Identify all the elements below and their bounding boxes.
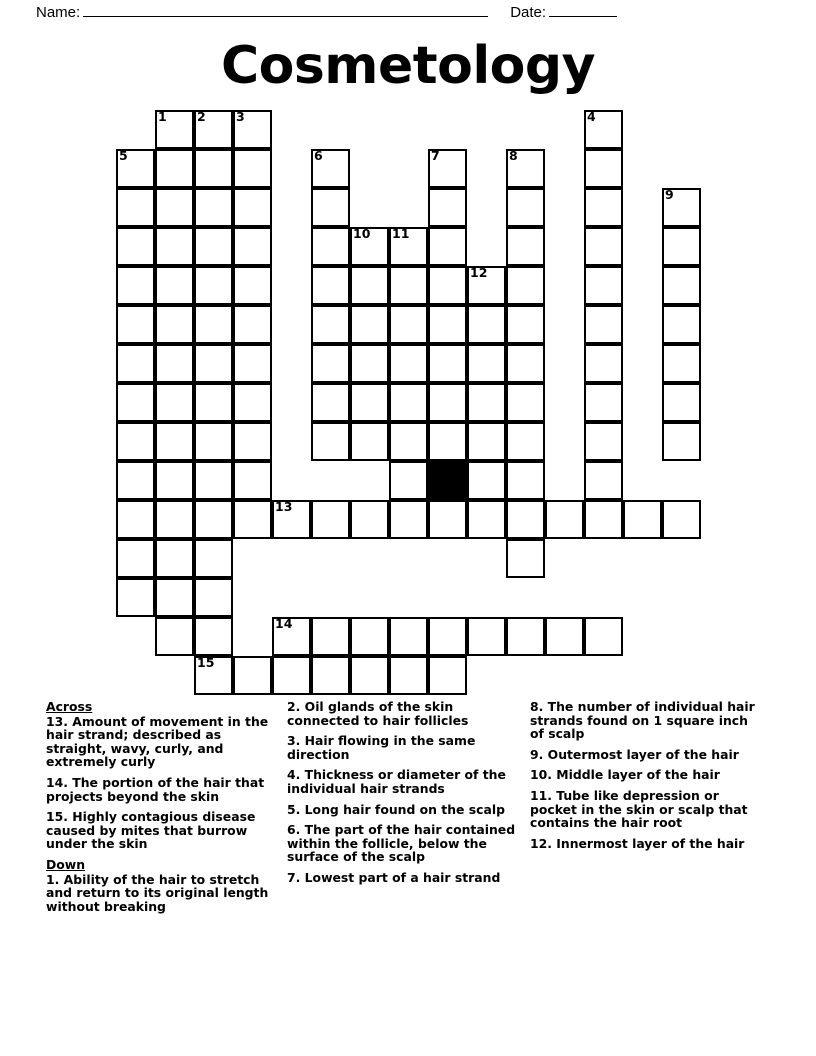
clue-text: Lowest part of a hair strand [304,869,501,885]
grid-cell[interactable] [155,461,194,500]
grid-cell[interactable] [116,188,155,227]
grid-cell[interactable] [116,383,155,422]
clue-text: Innermost layer of the hair [556,835,745,851]
clue-number: 5. [287,801,305,817]
grid-cell[interactable] [233,383,272,422]
grid-cell[interactable] [584,344,623,383]
grid-cell[interactable] [233,422,272,461]
grid-cell[interactable] [233,188,272,227]
grid-cell[interactable] [350,227,389,266]
grid-cell[interactable] [116,578,155,617]
across-heading: Across [46,699,93,714]
grid-cell[interactable] [194,656,233,695]
grid-cell[interactable] [155,149,194,188]
grid-cell[interactable] [428,656,467,695]
grid-cell[interactable] [467,383,506,422]
grid-cell[interactable] [116,539,155,578]
grid-cell[interactable] [584,110,623,149]
clue-number: 13. [46,713,73,729]
grid-cell-number: 2 [197,109,206,124]
clue-item [287,871,520,885]
clue-number: 6. [287,822,305,838]
grid-cell[interactable] [428,344,467,383]
clue-item [287,734,520,761]
grid-cell[interactable] [350,422,389,461]
grid-cell[interactable] [662,422,701,461]
clue-column-1 [46,700,287,950]
clue-item [287,803,520,817]
grid-cell[interactable] [155,500,194,539]
grid-cell[interactable] [233,461,272,500]
grid-cell-number: 13 [275,499,293,514]
grid-cell[interactable] [662,266,701,305]
date-label: Date: [510,4,547,21]
grid-cell[interactable] [545,500,584,539]
grid-cell[interactable] [428,188,467,227]
grid-cell[interactable] [506,383,545,422]
grid-cell[interactable] [116,461,155,500]
grid-cell[interactable] [506,422,545,461]
grid-cell[interactable] [194,227,233,266]
grid-cell[interactable] [584,422,623,461]
clue-number: 7. [287,869,305,885]
grid-cell[interactable] [116,344,155,383]
grid-cell[interactable] [233,656,272,695]
grid-cell[interactable] [272,500,311,539]
grid-cell[interactable] [467,461,506,500]
clue-text: Highly contagious disease caused by mites that burrow under the skin [46,809,256,852]
page-title: Cosmetology [220,36,596,96]
grid-cell[interactable] [584,461,623,500]
grid-cell[interactable] [662,344,701,383]
grid-cell-number: 1 [158,109,167,124]
clue-item [530,748,760,762]
grid-cell[interactable] [428,149,467,188]
grid-cell[interactable] [233,227,272,266]
clue-item [530,768,760,782]
grid-cell[interactable] [662,500,701,539]
grid-cell[interactable] [350,266,389,305]
grid-cell[interactable] [545,617,584,656]
clue-text: The portion of the hair that projects beyond the skin [46,774,265,804]
grid-cell[interactable] [467,344,506,383]
grid-cell[interactable] [389,266,428,305]
grid-cell[interactable] [311,617,350,656]
grid-cell[interactable] [506,149,545,188]
grid-cell[interactable] [194,188,233,227]
grid-cell[interactable] [506,500,545,539]
grid-cell[interactable] [467,266,506,305]
grid-cell[interactable] [467,617,506,656]
grid-cell[interactable] [155,188,194,227]
grid-cell[interactable] [662,305,701,344]
grid-cell[interactable] [233,344,272,383]
grid-cell[interactable] [194,344,233,383]
clue-text: Outermost layer of the hair [547,746,739,762]
grid-cell[interactable] [194,422,233,461]
grid-cell[interactable] [506,617,545,656]
grid-cell[interactable] [428,500,467,539]
clue-text: The number of individual hair strands found on 1 square inch of scalp [530,699,755,742]
grid-cell[interactable] [272,617,311,656]
grid-cell[interactable] [155,305,194,344]
grid-cell[interactable] [155,383,194,422]
grid-cell[interactable] [311,149,350,188]
grid-cell[interactable] [194,266,233,305]
grid-cell-number: 6 [314,148,323,163]
grid-cell-number: 9 [665,187,674,202]
grid-cell-number: 14 [275,616,293,631]
grid-cell[interactable] [155,578,194,617]
clue-number: 2. [287,699,305,714]
grid-cell[interactable] [662,188,701,227]
grid-cell-number: 8 [509,148,518,163]
grid-cell-number: 3 [236,109,245,124]
grid-cell[interactable] [428,422,467,461]
grid-cell[interactable] [389,227,428,266]
grid-cell[interactable] [155,227,194,266]
grid-cell[interactable] [233,305,272,344]
grid-cell[interactable] [428,266,467,305]
grid-cell[interactable] [389,305,428,344]
grid-block-cell [428,461,467,500]
grid-cell[interactable] [623,500,662,539]
grid-cell[interactable] [584,305,623,344]
grid-cell[interactable] [311,266,350,305]
clue-text: Ability of the hair to stretch and return to its original length without breaking [46,871,269,914]
grid-cell[interactable] [155,344,194,383]
clue-column-2 [287,700,530,950]
grid-cell[interactable] [194,383,233,422]
grid-cell[interactable] [662,383,701,422]
grid-cell-number: 15 [197,655,215,670]
clue-number: 1. [46,871,64,887]
grid-cell[interactable] [584,500,623,539]
grid-cell[interactable] [116,305,155,344]
clue-text: Amount of movement in the hair strand; described as straight, wavy, curly, and extremely curly [46,713,269,770]
clue-item [530,700,760,741]
name-label: Name: [36,4,81,21]
clue-item [530,789,760,830]
clue-text: Thickness or diameter of the individual hair strands [287,767,506,796]
grid-cell[interactable] [506,305,545,344]
grid-cell[interactable] [389,656,428,695]
grid-cell-number: 10 [353,226,371,241]
grid-cell[interactable] [233,500,272,539]
clue-item [287,700,520,727]
grid-cell-number: 7 [431,148,440,163]
grid-cell[interactable] [311,227,350,266]
grid-cell[interactable] [428,305,467,344]
grid-cell[interactable] [584,617,623,656]
clue-item [530,837,760,851]
clue-text: Tube like depression or pocket in the skin or scalp that contains the hair root [530,787,748,831]
grid-cell[interactable] [428,227,467,266]
grid-cell[interactable] [233,149,272,188]
clue-number: 14. [46,774,73,790]
clue-number: 12. [530,835,557,851]
clue-text: The part of the hair contained within the follicle, below the surface of the scalp [287,822,516,865]
grid-cell[interactable] [350,656,389,695]
clue-text: Long hair found on the scalp [304,801,505,817]
grid-cell[interactable] [194,578,233,617]
clue-number: 15. [46,809,73,825]
clue-text: Middle layer of the hair [556,767,720,783]
grid-cell[interactable] [116,227,155,266]
grid-cell[interactable] [155,266,194,305]
grid-cell[interactable] [389,422,428,461]
grid-cell[interactable] [311,422,350,461]
grid-cell[interactable] [584,149,623,188]
grid-cell[interactable] [428,617,467,656]
grid-cell[interactable] [662,227,701,266]
clue-number: 10. [530,767,557,783]
grid-cell[interactable] [155,422,194,461]
clue-item [46,776,277,803]
clue-column-3 [530,700,770,950]
grid-cell[interactable] [272,656,311,695]
grid-cell[interactable] [311,344,350,383]
grid-cell[interactable] [194,149,233,188]
grid-cell[interactable] [194,305,233,344]
grid-cell[interactable] [584,227,623,266]
grid-cell[interactable] [350,617,389,656]
grid-cell[interactable] [584,383,623,422]
grid-cell[interactable] [311,305,350,344]
clue-item [287,823,520,864]
clue-number: 8. [530,699,548,714]
clue-item [46,810,277,851]
grid-cell[interactable] [506,227,545,266]
grid-cell[interactable] [584,188,623,227]
grid-cell[interactable] [116,422,155,461]
grid-cell[interactable] [467,422,506,461]
grid-cell[interactable] [467,500,506,539]
clue-item [46,715,277,769]
grid-cell[interactable] [116,500,155,539]
grid-cell[interactable] [311,188,350,227]
clue-number: 9. [530,746,548,762]
grid-cell[interactable] [506,539,545,578]
grid-cell[interactable] [428,383,467,422]
grid-cell[interactable] [116,149,155,188]
grid-cell[interactable] [389,617,428,656]
grid-cell[interactable] [155,110,194,149]
grid-cell-number: 4 [587,109,596,124]
grid-cell[interactable] [389,344,428,383]
grid-cell-number: 5 [119,148,128,163]
grid-cell[interactable] [194,500,233,539]
grid-cell[interactable] [155,617,194,656]
clue-list [46,700,770,950]
clue-item [46,873,277,914]
grid-cell[interactable] [194,617,233,656]
grid-cell[interactable] [194,110,233,149]
grid-cell[interactable] [233,266,272,305]
grid-cell[interactable] [350,305,389,344]
clue-item [287,768,520,795]
clue-number: 4. [287,767,305,783]
grid-cell[interactable] [350,383,389,422]
grid-cell-number: 11 [392,226,410,241]
grid-cell[interactable] [389,500,428,539]
grid-cell[interactable] [194,539,233,578]
grid-cell[interactable] [311,656,350,695]
grid-cell[interactable] [506,344,545,383]
grid-cell[interactable] [194,461,233,500]
grid-cell[interactable] [584,266,623,305]
grid-cell[interactable] [389,383,428,422]
grid-cell[interactable] [506,266,545,305]
grid-cell[interactable] [467,305,506,344]
grid-cell[interactable] [389,461,428,500]
grid-cell[interactable] [350,344,389,383]
grid-cell-number: 12 [470,265,488,280]
clue-number: 11. [530,787,557,803]
clue-number: 3. [287,733,305,749]
down-heading: Down [46,856,86,872]
clue-text: Hair flowing in the same direction [287,733,476,762]
grid-cell[interactable] [311,500,350,539]
grid-cell[interactable] [233,110,272,149]
grid-cell[interactable] [311,383,350,422]
clue-text: Oil glands of the skin connected to hair follicles [287,699,469,728]
grid-cell[interactable] [506,461,545,500]
grid-cell[interactable] [350,500,389,539]
grid-cell[interactable] [116,266,155,305]
grid-cell[interactable] [155,539,194,578]
grid-cell[interactable] [506,188,545,227]
